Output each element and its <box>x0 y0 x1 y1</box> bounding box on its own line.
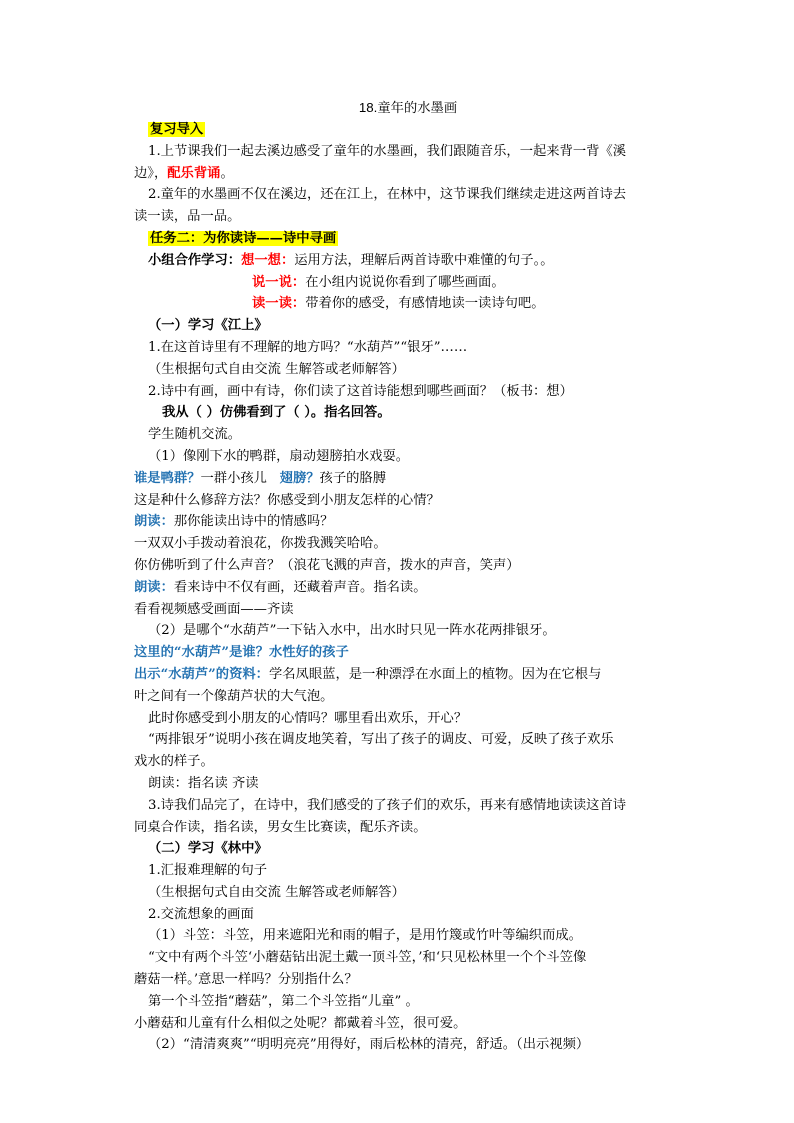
paragraph: 3.诗我们品完了，在诗中，我们感受的了孩子们的欢乐，再来有感情地读读这首诗 <box>148 797 627 813</box>
paragraph: （生根据句式自由交流 生解答或老师解答） <box>148 361 405 377</box>
group-task: 读一读：带着你的感受，有感情地读一读诗句吧。 <box>252 296 545 312</box>
paragraph: 1.在这首诗里有不理解的地方吗？“水葫芦”“银牙”…… <box>148 339 468 355</box>
group-task: 说一说：在小组内说说你看到了哪些画面。 <box>252 274 505 290</box>
section-heading-review: 复习导入 <box>150 122 204 137</box>
paragraph: （2）是哪个“水葫芦”一下钻入水中，出水时只见一阵水花两排银牙。 <box>148 623 556 639</box>
paragraph: （2）“清清爽爽”“明明亮亮”用得好，雨后松林的清亮，舒适。（出示视频） <box>148 1037 590 1053</box>
paragraph: 你仿佛听到了什么声音？（浪花飞溅的声音，拨水的声音，笑声） <box>134 557 520 573</box>
paragraph: “文中有两个斗笠‘小蘑菇钻出泥土戴一顶斗笠，’和‘只见松林里一个个斗笠像 <box>148 950 587 966</box>
paragraph: 看看视频感受画面——齐读 <box>134 601 294 617</box>
paragraph: 我从（ ）仿佛看到了（ ）。指名回答。 <box>162 405 391 421</box>
paragraph: “两排银牙”说明小孩在调皮地笑着，写出了孩子的调皮、可爱，反映了孩子欢乐 <box>148 732 614 748</box>
paragraph: 此时你感受到小朋友的心情吗？哪里看出欢乐，开心？ <box>148 710 468 726</box>
paragraph: 学生随机交流。 <box>148 427 242 443</box>
paragraph: 一双双小手拨动着浪花，你拨我溅笑哈哈。 <box>134 536 387 552</box>
paragraph: 小蘑菇和儿童有什么相似之处呢？都戴着斗笠，很可爱。 <box>134 1015 467 1031</box>
paragraph: （1）斗笠：斗笠，用来遮阳光和雨的帽子，是用竹篾或竹叶等编织而成。 <box>148 928 582 944</box>
paragraph: 戏水的样子。 <box>134 754 214 770</box>
subsection-heading-jiangshang: （一）学习《江上》 <box>148 318 268 334</box>
paragraph: 朗读：指名读 齐读 <box>148 775 259 791</box>
paragraph: 朗读：看来诗中不仅有画，还藏着声音。指名读。 <box>134 579 427 595</box>
paragraph: 朗读：那你能读出诗中的情感吗？ <box>134 514 334 530</box>
paragraph: 边》，配乐背诵。 <box>134 165 234 181</box>
section-heading-task2: 任务二：为你读诗——诗中寻画 <box>150 230 337 246</box>
paragraph: 1.汇报难理解的句子 <box>148 863 268 879</box>
subsection-heading-linzhong: （二）学习《林中》 <box>148 841 268 857</box>
paragraph: 蘑菇一样。’意思一样吗？分别指什么？ <box>134 972 358 988</box>
paragraph: 1.上节课我们一起去溪边感受了童年的水墨画，我们跟随音乐，一起来背一背《溪 <box>148 143 627 159</box>
paragraph: 读一读，品一品。 <box>134 209 241 225</box>
paragraph: （生根据句式自由交流 生解答或老师解答） <box>148 884 405 900</box>
paragraph: 叶之间有一个像葫芦状的大气泡。 <box>134 688 334 704</box>
paragraph: （1）像刚下水的鸭群，扇动翅膀拍水戏耍。 <box>148 448 410 464</box>
page-title: 18.童年的水墨画 <box>358 100 458 115</box>
group-task: 小组合作学习：想一想：运用方法，理解后两首诗歌中难懂的句子。。 <box>148 252 554 268</box>
paragraph: 谁是鸭群？一群小孩儿 翅膀？孩子的胳膊 <box>134 470 387 486</box>
paragraph: 第一个斗笠指“蘑菇”，第二个斗笠指“儿童” 。 <box>148 993 419 1009</box>
paragraph: 出示“水葫芦”的资料：学名凤眼蓝，是一种漂浮在水面上的植物。因为在它根与 <box>134 666 602 682</box>
paragraph: 2.童年的水墨画不仅在溪边，还在江上，在林中，这节课我们继续走进这两首诗去 <box>148 187 627 203</box>
paragraph: 2.交流想象的画面 <box>148 906 254 922</box>
document-page <box>134 97 668 1056</box>
paragraph: 同桌合作读，指名读，男女生比赛读，配乐齐读。 <box>134 819 427 835</box>
paragraph: 2.诗中有画，画中有诗，你们读了这首诗能想到哪些画面？（板书：想） <box>148 383 573 399</box>
paragraph: 这是种什么修辞方法？你感受到小朋友怎样的心情？ <box>134 492 440 508</box>
paragraph: 这里的“水葫芦”是谁？水性好的孩子 <box>134 645 349 661</box>
